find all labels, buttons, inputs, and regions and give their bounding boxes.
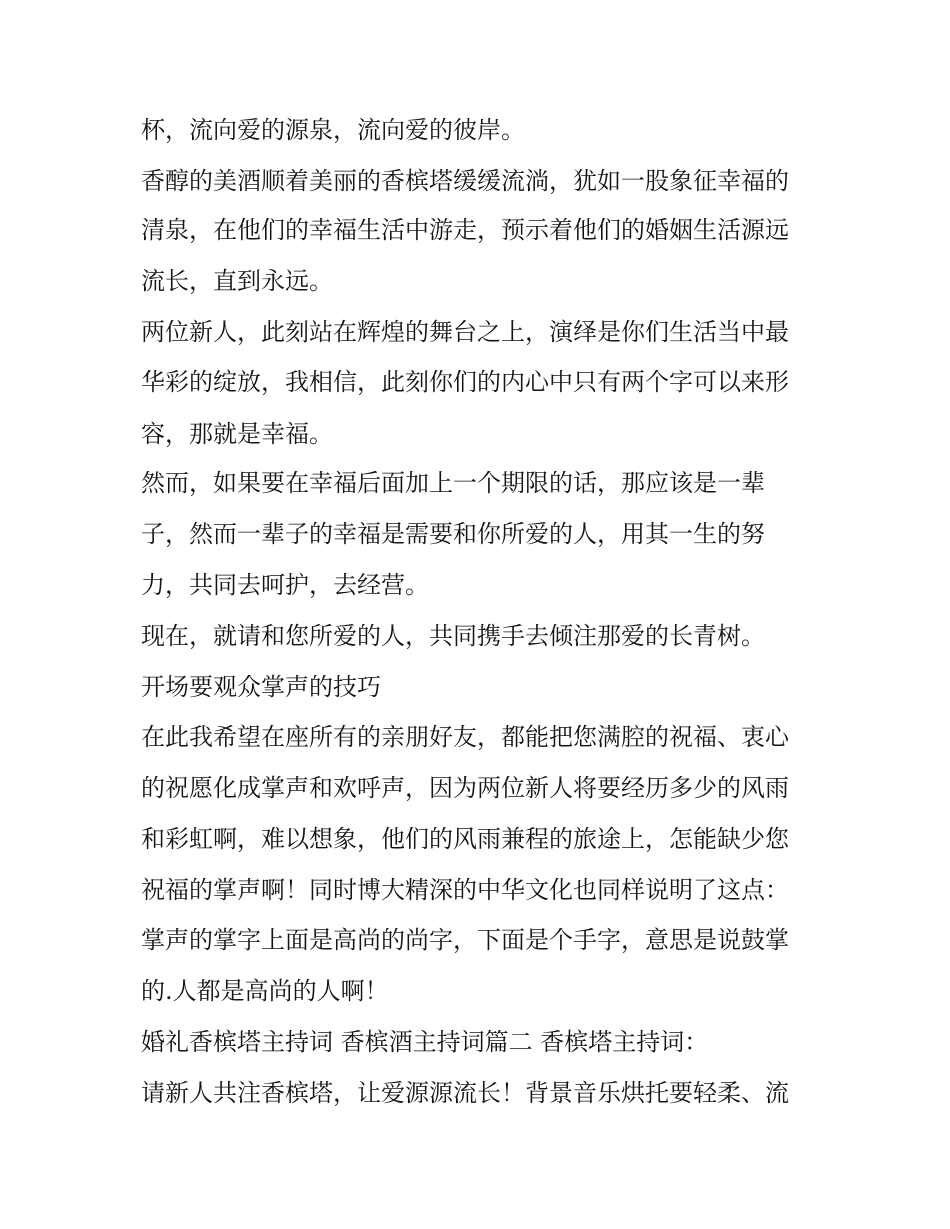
text-line: 请新人共注香槟塔，让爱源源流长！背景音乐烘托要轻柔、流 — [141, 1079, 789, 1107]
text-line: 在此我希望在座所有的亲朋好友，都能把您满腔的祝福、衷心 — [141, 723, 789, 751]
text-line: 然而，如果要在幸福后面加上一个期限的话，那应该是一辈 — [141, 469, 765, 497]
text-line: 祝福的掌声啊！同时博大精深的中华文化也同样说明了这点： — [141, 876, 789, 904]
text-line: 香醇的美酒顺着美丽的香槟塔缓缓流淌，犹如一股象征幸福的 — [141, 167, 789, 195]
text-line: 掌声的掌字上面是高尚的尚字，下面是个手字，意思是说鼓掌 — [141, 926, 789, 954]
text-line: 华彩的绽放，我相信，此刻你们的内心中只有两个字可以来形 — [141, 368, 789, 396]
text-line: 容，那就是幸福。 — [141, 420, 333, 448]
text-line: 子，然而一辈子的幸福是需要和你所爱的人，用其一生的努 — [141, 520, 765, 548]
text-line: 的.人都是高尚的人啊！ — [141, 977, 389, 1005]
text-line: 杯，流向爱的源泉，流向爱的彼岸。 — [141, 116, 525, 144]
text-line: 现在，就请和您所爱的人，共同携手去倾注那爱的长青树。 — [141, 622, 765, 650]
text-line: 和彩虹啊，难以想象，他们的风雨兼程的旅途上，怎能缺少您 — [141, 825, 789, 853]
text-line: 清泉，在他们的幸福生活中游走，预示着他们的婚姻生活源远 — [141, 216, 789, 244]
text-line: 流长，直到永远。 — [141, 267, 333, 295]
text-line: 两位新人，此刻站在辉煌的舞台之上，演绎是你们生活当中最 — [141, 318, 789, 346]
text-line: 的祝愿化成掌声和欢呼声，因为两位新人将要经历多少的风雨 — [141, 774, 789, 802]
section-heading: 婚礼香槟塔主持词 香槟酒主持词篇二 香槟塔主持词： — [141, 1028, 709, 1056]
section-heading: 开场要观众掌声的技巧 — [141, 673, 381, 701]
text-line: 力，共同去呵护，去经营。 — [141, 571, 429, 599]
